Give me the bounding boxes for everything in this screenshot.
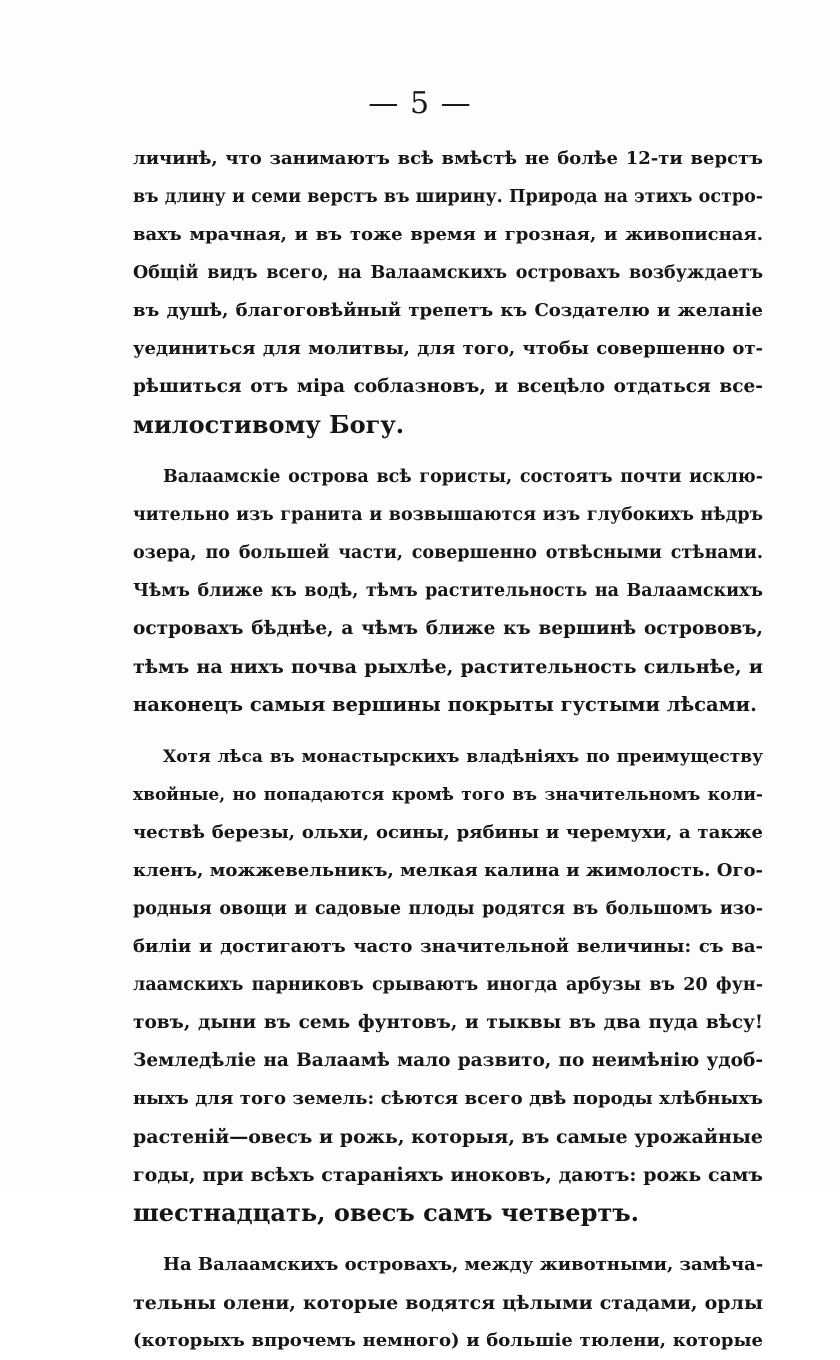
text-line: личинѣ, что занимаютъ всѣ вмѣстѣ не болѣе 12-ти верстъ bbox=[133, 148, 763, 169]
text-line: островахъ бѣднѣе, а чѣмъ ближе къ вершинѣ острововъ, bbox=[133, 618, 763, 639]
text-line: шестнадцать, овесъ самъ четвертъ. bbox=[133, 1198, 639, 1227]
text-line: (которыхъ впрочемъ немного) и большіе тюлени, которые bbox=[133, 1330, 763, 1351]
text-line: Хотя лѣса въ монастырскихъ владѣніяхъ по преимуществу bbox=[163, 747, 763, 767]
page-number: — 5 — bbox=[368, 86, 472, 121]
text-line: кленъ, можжевельникъ, мелкая калина и жимолость. Ого- bbox=[133, 860, 763, 881]
text-line: родныя овощи и садовые плоды родятся въ большомъ изо- bbox=[133, 899, 763, 919]
text-line: въ длину и семи верстъ въ ширину. Природа на этихъ остро- bbox=[133, 187, 763, 207]
paragraph bbox=[133, 738, 763, 1232]
text-line: милостивому Богу. bbox=[133, 410, 405, 439]
paragraph bbox=[133, 1246, 763, 1360]
paragraph bbox=[133, 140, 763, 444]
paragraph bbox=[133, 458, 763, 724]
text-line: Общій видъ всего, на Валаамскихъ островахъ возбуждаетъ bbox=[133, 263, 763, 283]
text-body bbox=[133, 140, 763, 1360]
text-line: Чѣмъ ближе къ водѣ, тѣмъ растительность на Валаамскихъ bbox=[133, 581, 763, 601]
text-line: рѣшиться отъ міра соблазновъ, и всецѣло отдаться все- bbox=[133, 376, 763, 397]
text-line: лаамскихъ парниковъ срываютъ иногда арбузы въ 20 фун- bbox=[133, 975, 763, 995]
text-line: озера, по большей части, совершенно отвѣсными стѣнами. bbox=[133, 543, 763, 563]
text-line: годы, при всѣхъ стараніяхъ иноковъ, даютъ: рожь самъ bbox=[133, 1164, 763, 1186]
text-line: тѣмъ на нихъ почва рыхлѣе, растительность сильнѣе, и bbox=[133, 656, 763, 678]
text-line: биліи и достигаютъ часто значительной величины: съ ва- bbox=[133, 936, 763, 957]
text-line: товъ, дыни въ семь фунтовъ, и тыквы въ два пуда вѣсу! bbox=[133, 1012, 763, 1033]
text-line: вахъ мрачная, и въ тоже время и грозная, и живописная. bbox=[133, 224, 763, 245]
text-line: тельны олени, которые водятся цѣлыми стадами, орлы bbox=[133, 1292, 763, 1314]
text-line: Валаамскіе острова всѣ гористы, состоятъ почти исклю- bbox=[163, 467, 763, 487]
text-line: ныхъ для того земель: сѣются всего двѣ породы хлѣбныхъ bbox=[133, 1088, 763, 1109]
text-line: Земледѣліе на Валаамѣ мало развито, по неимѣнію удоб- bbox=[133, 1050, 763, 1071]
text-line: чествѣ березы, ольхи, осины, рябины и черемухи, а также bbox=[133, 822, 763, 843]
text-line: На Валаамскихъ островахъ, между животными, замѣча- bbox=[163, 1254, 764, 1275]
text-line: въ душѣ, благоговѣйный трепетъ къ Создателю и желаніе bbox=[133, 300, 763, 321]
text-line: наконецъ самыя вершины покрыты густыми лѣсами. bbox=[133, 693, 757, 716]
text-line: уединиться для молитвы, для того, чтобы совершенно от- bbox=[133, 338, 763, 359]
text-line: чительно изъ гранита и возвышаются изъ глубокихъ нѣдръ bbox=[133, 505, 763, 525]
text-line: растеній—овесъ и рожь, которыя, въ самые урожайные bbox=[133, 1126, 763, 1148]
text-line: хвойные, но попадаются кромѣ того въ значительномъ коли- bbox=[133, 785, 763, 805]
